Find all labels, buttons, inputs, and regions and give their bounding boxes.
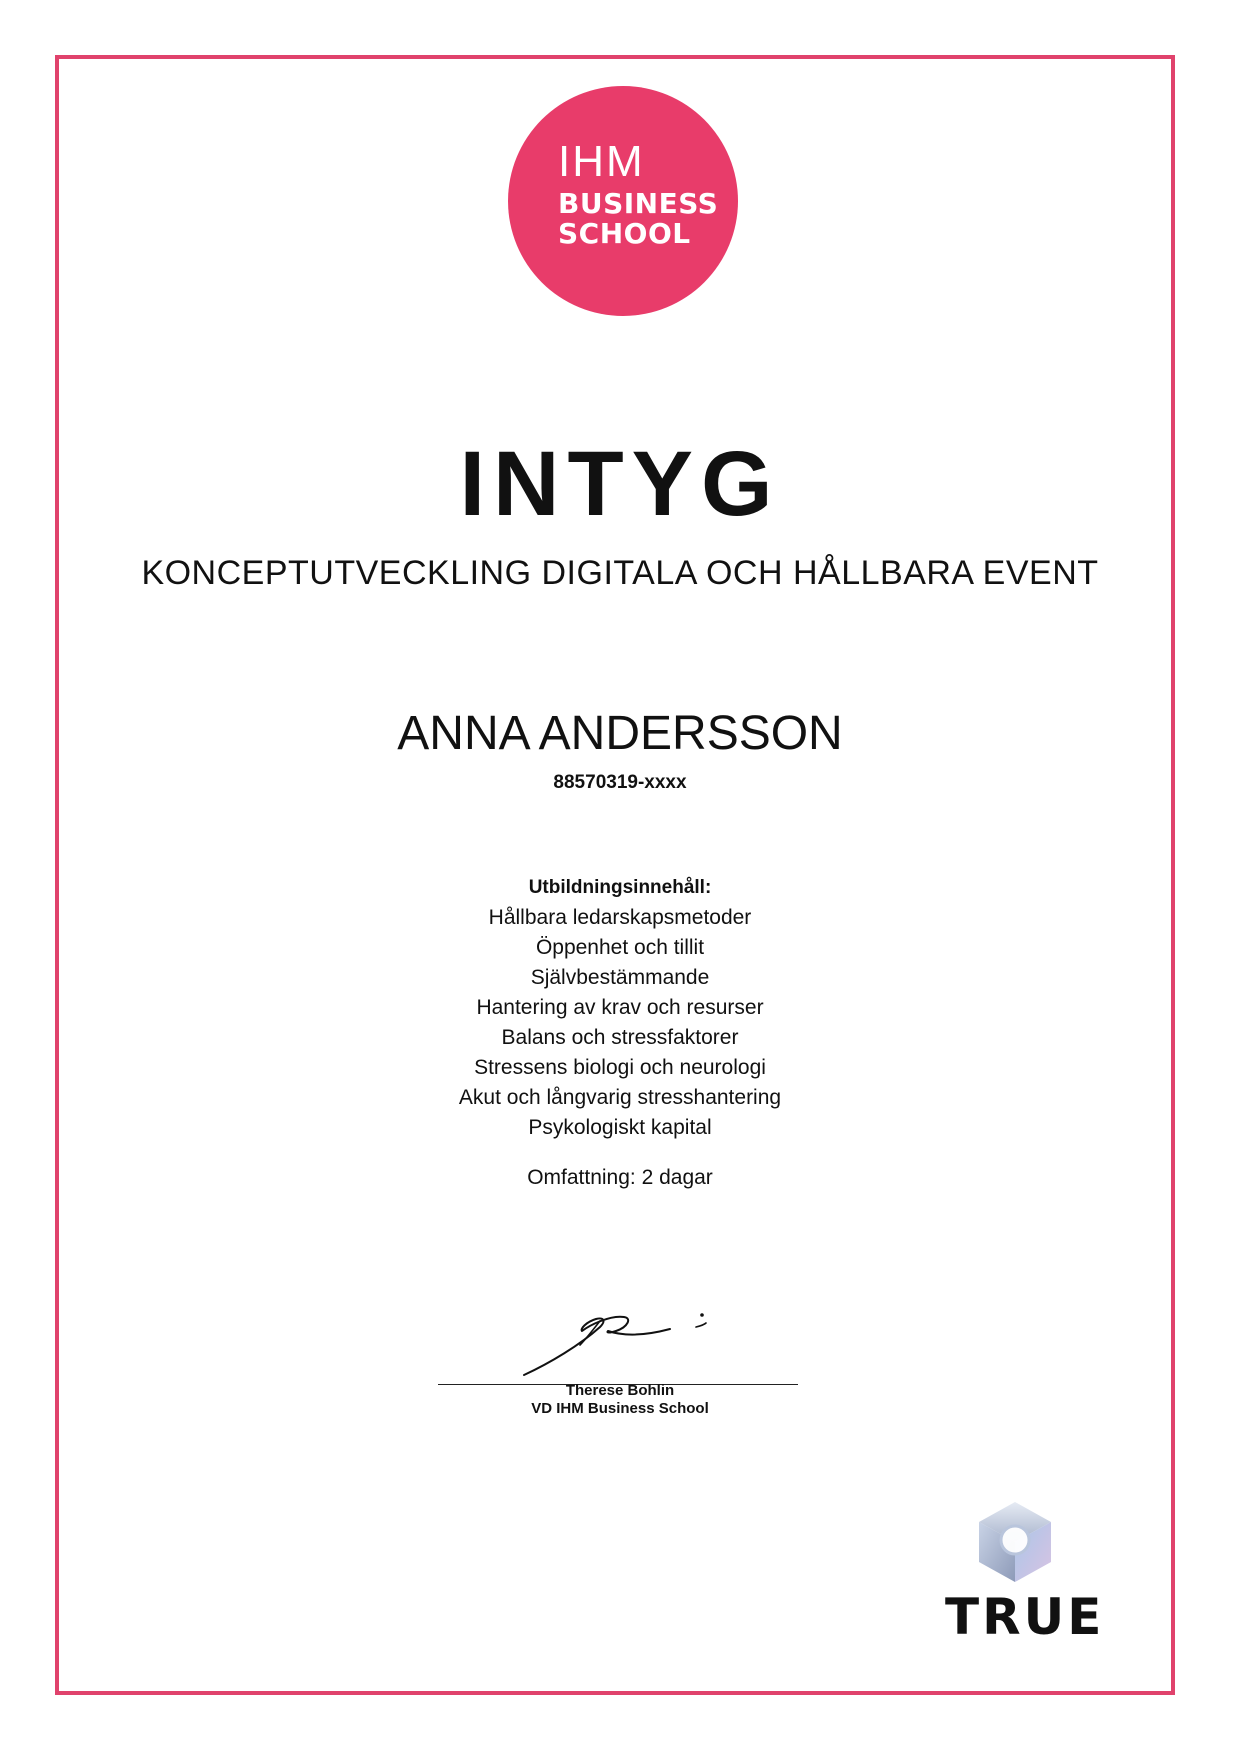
list-item: Akut och långvarig stresshantering: [458, 1086, 782, 1109]
course-content: [0, 873, 1240, 1143]
signer-title: VD IHM Business School: [531, 1400, 709, 1417]
recipient-name: ANNA ANDERSSON: [397, 707, 843, 760]
signer-name: Therese Bohlin: [565, 1382, 675, 1399]
logo-line-school: SCHOOL: [558, 217, 691, 250]
personal-number: 88570319-xxxx: [553, 772, 687, 793]
course-title: KONCEPTUTVECKLING DIGITALA OCH HÅLLBARA EVENT: [141, 554, 1099, 592]
logo-line-business: BUSINESS: [558, 187, 719, 220]
ihm-logo-text: [558, 137, 719, 250]
list-item: Hantering av krav och resurser: [476, 996, 764, 1019]
handwritten-signature: [520, 1305, 720, 1385]
list-item: Stressens biologi och neurologi: [474, 1056, 766, 1079]
list-item: Öppenhet och tillit: [535, 936, 705, 959]
hexagon-cube-icon: [975, 1500, 1055, 1584]
certificate-title: INTYG: [459, 433, 781, 535]
true-logo-text: TRUE: [945, 1588, 1105, 1646]
course-scope: Omfattning: 2 dagar: [527, 1166, 713, 1189]
content-heading: Utbildningsinnehåll:: [528, 877, 712, 898]
list-item: Självbestämmande: [530, 966, 710, 989]
list-item: Balans och stressfaktorer: [501, 1026, 739, 1049]
logo-line-ihm: IHM: [558, 137, 645, 186]
list-item: Hållbara ledarskapsmetoder: [488, 906, 752, 929]
list-item: Psykologiskt kapital: [528, 1116, 712, 1139]
